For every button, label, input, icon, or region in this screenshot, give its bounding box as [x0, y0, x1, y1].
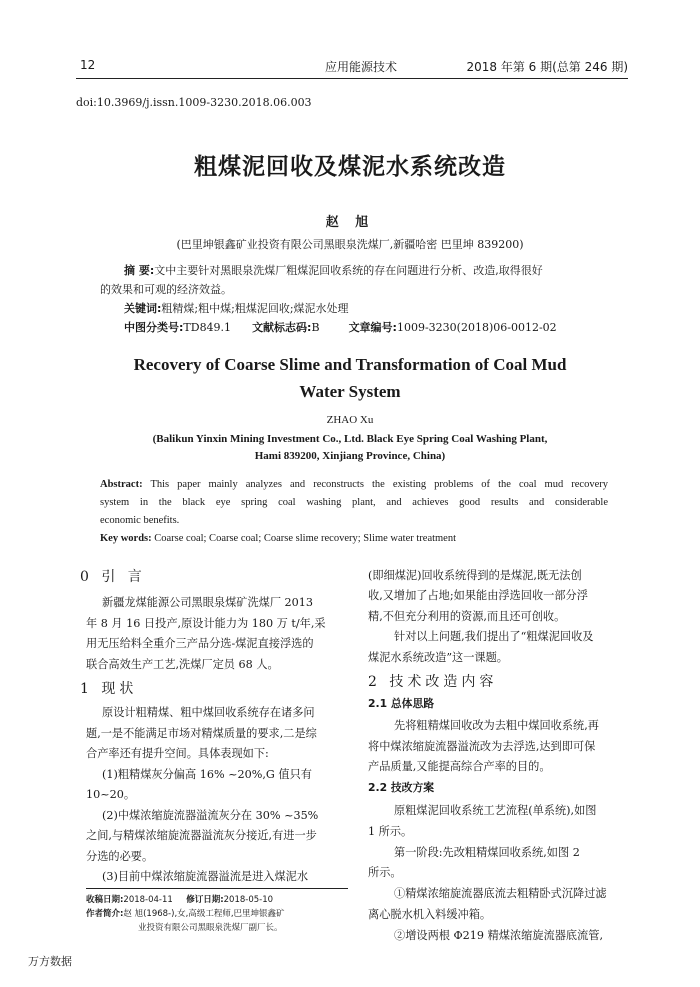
bio-text1: 赵 旭(1968-),女,高级工程师,巴里坤银鑫矿: [123, 909, 285, 919]
abstract-cn-line1: [124, 262, 630, 280]
section-0-heading: 0 引 言: [80, 569, 146, 585]
abstract-en-text3: economic benefits.: [100, 515, 180, 526]
section-1-heading: 1 现状: [80, 681, 138, 697]
r-line7: 将中煤浓缩旋流器溢流改为去浮选,达到即可保: [368, 740, 596, 753]
r-line3: 精,不但充分利用的资源,而且还可创收。: [368, 610, 566, 623]
footnote-dates: [86, 893, 348, 907]
received-date: 2018-04-11: [123, 895, 173, 905]
title-cn: 粗煤泥回收及煤泥水系统改造: [194, 154, 506, 180]
r-line15: ②增设两根 Φ219 精煤浓缩旋流器底流管,: [394, 929, 604, 942]
title-en-line1: Recovery of Coarse Slime and Transformation of Coal Mud: [133, 355, 567, 374]
journal-issue: 2018 年第 6 期(总第 246 期): [466, 60, 628, 74]
abstract-cn-label: 摘 要:: [124, 264, 155, 277]
p3-line3: 分选的必要。: [86, 850, 154, 863]
r-line9: 原粗煤泥回收系统工艺流程(单系统),如图: [394, 804, 597, 817]
p0-line2: 年 8 月 16 日投产,原设计能力为 180 万 t/年,采: [86, 617, 326, 630]
subsection-2-2: 2.2 技改方案: [368, 781, 435, 794]
article-no-value: 1009-3230(2018)06-0012-02: [396, 321, 557, 334]
bio-label: 作者简介:: [86, 909, 124, 919]
r-line10: 1 所示。: [368, 825, 413, 838]
title-en-line2: Water System: [299, 382, 401, 401]
keywords-cn-label: 关键词:: [124, 302, 162, 315]
p2-line2: 10~20。: [86, 788, 136, 801]
abstract-en-line1: [100, 476, 608, 494]
r-line8: 产品质量,又能提高综合产率的目的。: [368, 760, 551, 773]
affiliation-en-line1: (Balikun Yinxin Mining Investment Co., Ltd. Black Eye Spring Coal Washing Plant,: [152, 433, 548, 445]
subsection-2-1: 2.1 总体思路: [368, 697, 435, 710]
received-label: 收稿日期:: [86, 895, 124, 905]
p0-line3: 用无压给料全重介三产品分选-煤泥直接浮选的: [86, 637, 314, 650]
section-2-heading: 2 技术改造内容: [368, 674, 498, 690]
abstract-en-label: Abstract:: [100, 479, 143, 490]
p2-line1: (1)粗精煤灰分偏高 16% ~20%,G 值只有: [102, 768, 312, 781]
r-line14: 离心脱水机入料缓冲箱。: [368, 908, 492, 921]
r-line4: 针对以上问题,我们提出了“粗煤泥回收及: [394, 630, 594, 643]
p1-line3: 合产率还有提升空间。具体表现如下:: [86, 747, 269, 760]
revised-label: 修订日期:: [186, 895, 224, 905]
clc-value: TD849.1: [183, 321, 232, 334]
abstract-cn-text2: 的效果和可观的经济效益。: [100, 283, 232, 296]
p4-line1: (3)目前中煤浓缩旋流器溢流是进入煤泥水: [102, 870, 309, 883]
watermark-text: 万方数据: [28, 955, 72, 968]
title-en: [0, 351, 700, 405]
p3-line1: (2)中煤浓缩旋流器溢流灰分在 30% ~35%: [102, 809, 319, 822]
clc-label: 中图分类号:: [124, 321, 184, 334]
p1-line1: 原设计粗精煤、粗中煤回收系统存在诸多问: [102, 706, 315, 719]
affiliation-en-line2: Hami 839200, Xinjiang Province, China): [254, 450, 446, 462]
keywords-cn: [124, 300, 630, 318]
author-en: ZHAO Xu: [326, 414, 374, 426]
p0-line1: 新疆龙煤能源公司黑眼泉煤矿洗煤厂 2013: [102, 596, 314, 609]
r-line11: 第一阶段:先改粗精煤回收系统,如图 2: [394, 846, 580, 859]
abstract-en-text1: This paper mainly analyzes and reconstructs the existing problems of the coal mud recovery: [150, 479, 608, 490]
r-line12: 所示。: [368, 866, 402, 879]
r-line1: (即细煤泥)回收系统得到的是煤泥,既无法创: [368, 569, 582, 582]
p3-line2: 之间,与精煤浓缩旋流器溢流灰分接近,有进一步: [86, 829, 317, 842]
abstract-en-text2: system in the black eye spring coal washing plant, and achieves good results and considerable: [100, 497, 608, 508]
doc-code-label: 文献标志码:: [252, 321, 312, 334]
keywords-cn-text: 粗精煤;粗中煤;粗煤泥回收;煤泥水处理: [161, 302, 349, 315]
classification: [124, 319, 630, 337]
keywords-en-label: Key words:: [100, 533, 152, 544]
header-rule: [76, 78, 628, 79]
journal-name: 应用能源技术: [324, 60, 397, 74]
author-cn: 赵 旭: [325, 215, 375, 230]
r-line2: 收,又增加了占地;如果能由浮选回收一部分浮: [368, 589, 588, 602]
affiliation-cn: (巴里坤银鑫矿业投资有限公司黑眼泉洗煤厂,新疆哈密 巴里坤 839200): [176, 238, 524, 251]
p1-line2: 题,一是不能满足市场对精煤质量的要求,二是综: [86, 727, 317, 740]
footnote-bio-line1: [86, 907, 348, 921]
r-line6: 先将粗精煤回收改为去粗中煤回收系统,再: [394, 719, 599, 732]
affiliation-en: [0, 431, 700, 465]
abstract-cn-text1: 文中主要针对黑眼泉洗煤厂粗煤泥回收系统的存在问题进行分析、改造,取得很好: [154, 264, 543, 277]
doi: doi:10.3969/j.issn.1009-3230.2018.06.003: [76, 96, 312, 109]
doc-code-value: B: [311, 321, 320, 334]
keywords-en-text: Coarse coal; Coarse coal; Coarse slime recovery; Slime water treatment: [154, 533, 457, 544]
keywords-en: [100, 530, 608, 548]
revised-date: 2018-05-10: [223, 895, 274, 905]
footnote-rule: [86, 888, 348, 889]
r-line13: ①精煤浓缩旋流器底流去粗精卧式沉降过滤: [394, 887, 607, 900]
p0-line4: 联合高效生产工艺,洗煤厂定员 68 人。: [86, 658, 279, 671]
r-line5: 煤泥水系统改造”这一课题。: [368, 651, 508, 664]
article-no-label: 文章编号:: [348, 321, 397, 334]
page-number: 12: [80, 58, 96, 72]
bio-text2: 业投资有限公司黑眼泉洗煤厂副厂长。: [138, 923, 283, 933]
